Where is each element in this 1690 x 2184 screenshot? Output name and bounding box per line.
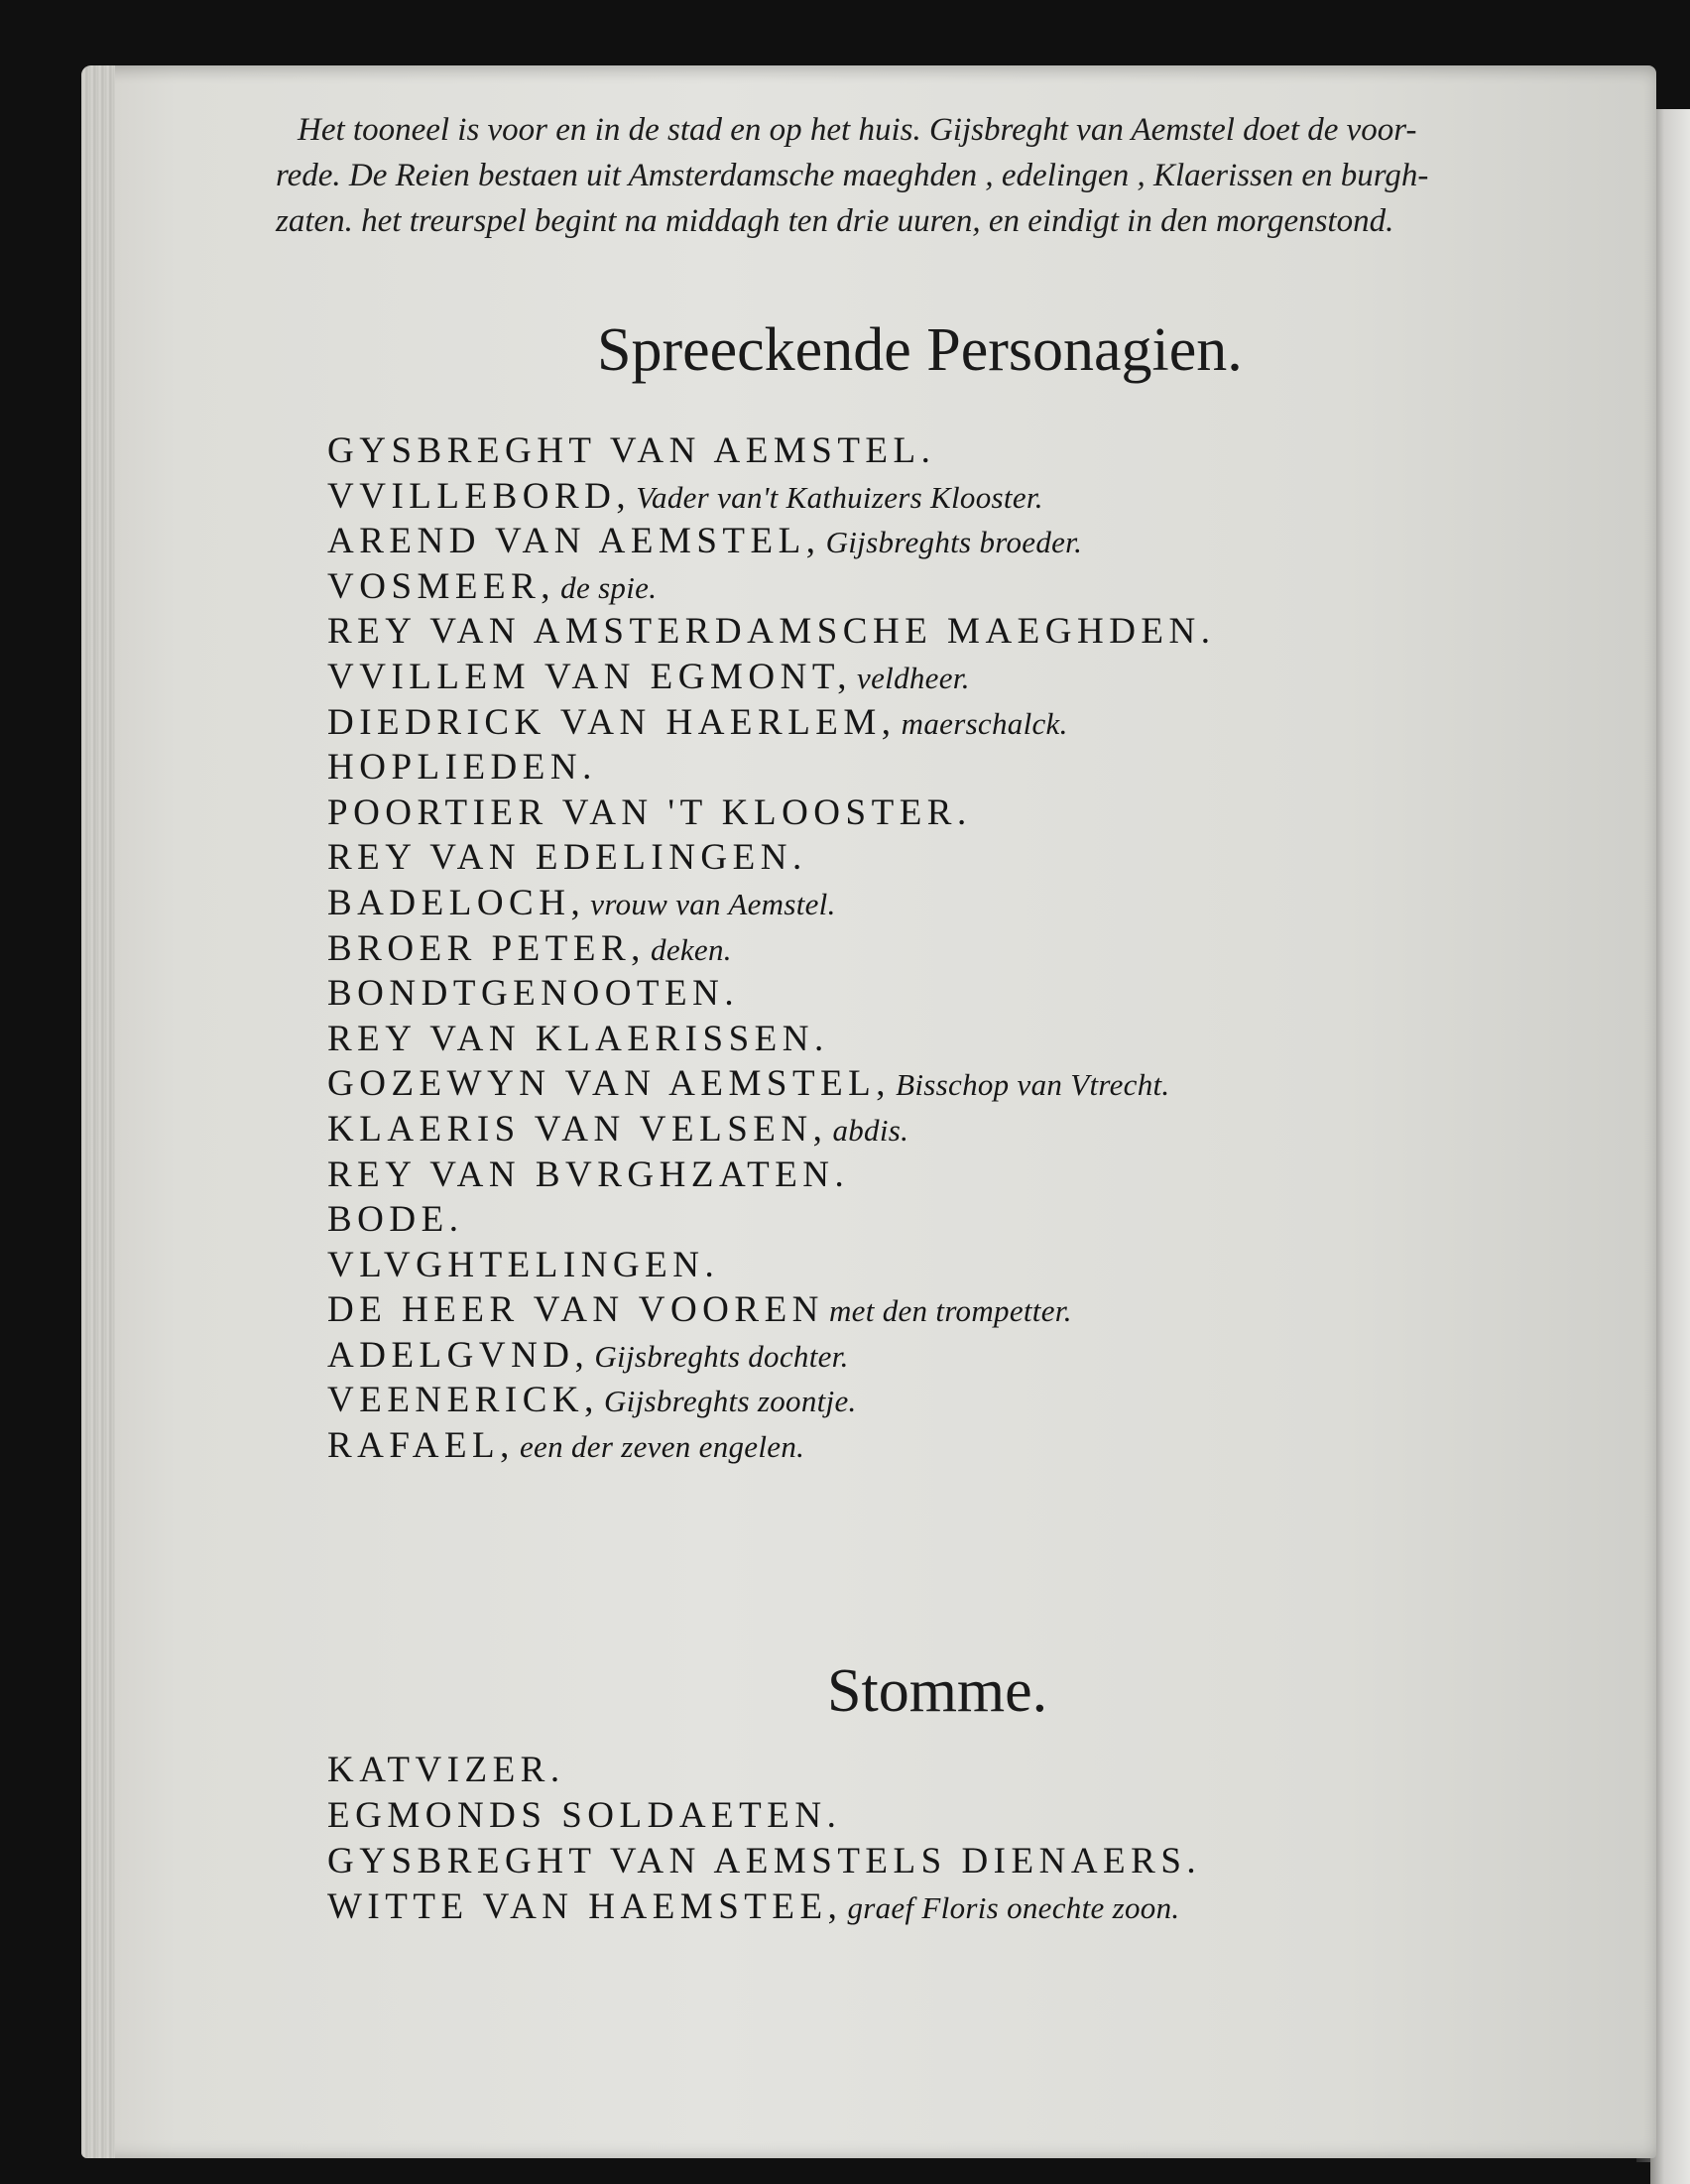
character-description: de spie. <box>560 569 658 605</box>
character-name: GOZEWYN VAN AEMSTEL, <box>327 1063 892 1105</box>
character-name: REY VAN EDELINGEN. <box>327 837 807 879</box>
stage-directions <box>276 107 1607 244</box>
character-name: WITTE VAN HAEMSTEE, <box>327 1886 843 1927</box>
character-entry <box>327 655 1617 700</box>
character-entry <box>327 790 1617 836</box>
character-name: KATVIZER. <box>327 1750 565 1790</box>
character-description: graef Floris onechte zoon. <box>847 1890 1180 1925</box>
character-name: REY VAN AMSTERDAMSCHE MAEGHDEN. <box>327 611 1216 653</box>
character-description: maerschalck. <box>901 705 1068 741</box>
character-entry <box>327 609 1617 655</box>
character-entry <box>327 1378 1617 1423</box>
character-entry <box>327 700 1617 746</box>
character-entry <box>327 1333 1617 1379</box>
character-name: BODE. <box>327 1199 464 1241</box>
character-entry <box>327 1243 1617 1288</box>
speaking-characters-list <box>327 428 1617 1469</box>
character-name: VLVGHTELINGEN. <box>327 1244 720 1285</box>
intro-line: rede. De Reien bestaen uit Amsterdamsche maeghden , edelingen , Klaerissen en burgh- <box>276 158 1429 193</box>
character-description: een der zeven engelen. <box>520 1429 805 1465</box>
character-name: EGMONDS SOLDAETEN. <box>327 1795 842 1836</box>
character-name: KLAERIS VAN VELSEN, <box>327 1108 828 1150</box>
character-name: VVILLEM VAN EGMONT, <box>327 656 852 697</box>
character-description: Gijsbreghts dochter. <box>594 1338 849 1374</box>
intro-line: Het tooneel is voor en in de stad en op het huis. Gijsbreght van Aemstel doet de voor- <box>298 112 1417 148</box>
character-description: vrouw van Aemstel. <box>590 886 836 921</box>
mute-characters-heading: Stomme. <box>827 1657 1048 1725</box>
intro-line: zaten. het treurspel begint na middagh ten drie uuren, en eindigt in den morgenstond. <box>276 203 1394 239</box>
character-description: abdis. <box>832 1112 909 1148</box>
character-name: VEENERICK, <box>327 1380 599 1421</box>
character-entry <box>327 1153 1617 1198</box>
character-description: Gijsbreghts broeder. <box>825 525 1083 560</box>
character-entry <box>327 1793 1617 1839</box>
character-name: BROER PETER, <box>327 927 646 969</box>
character-entry <box>327 1287 1617 1333</box>
character-name: DE HEER VAN VOOREN <box>327 1289 824 1331</box>
character-entry <box>327 1017 1617 1062</box>
character-entry <box>327 564 1617 610</box>
character-entry <box>327 1423 1617 1469</box>
character-entry <box>327 745 1617 790</box>
character-entry <box>327 1107 1617 1153</box>
character-entry <box>327 428 1617 474</box>
character-name: REY VAN BVRGHZATEN. <box>327 1153 850 1195</box>
character-name: BADELOCH, <box>327 882 586 923</box>
character-name: BONDTGENOOTEN. <box>327 973 740 1015</box>
character-description: Bisschop van Vtrecht. <box>896 1067 1170 1103</box>
character-name: GYSBREGHT VAN AEMSTEL. <box>327 430 936 471</box>
character-entry <box>327 474 1617 520</box>
character-entry <box>327 926 1617 972</box>
character-name: DIEDRICK VAN HAERLEM, <box>327 701 897 743</box>
character-entry <box>327 519 1617 564</box>
character-description: deken. <box>651 931 732 967</box>
mute-characters-list <box>327 1748 1617 1930</box>
character-name: VOSMEER, <box>327 565 556 607</box>
character-entry <box>327 1061 1617 1107</box>
character-description: veldheer. <box>857 660 970 695</box>
character-description: Gijsbreghts zoontje. <box>604 1384 857 1419</box>
character-name: REY VAN KLAERISSEN. <box>327 1018 829 1059</box>
character-name: ADELGVND, <box>327 1334 590 1376</box>
character-entry <box>327 971 1617 1017</box>
character-entry <box>327 1197 1617 1243</box>
character-name: RAFAEL, <box>327 1425 515 1467</box>
character-entry <box>327 835 1617 881</box>
character-description: Vader van't Kathuizers Klooster. <box>636 479 1043 515</box>
next-page-edge <box>1650 109 1690 2184</box>
character-name: VVILLEBORD, <box>327 475 632 517</box>
character-entry <box>327 881 1617 926</box>
character-name: GYSBREGHT VAN AEMSTELS DIENAERS. <box>327 1841 1202 1881</box>
character-entry <box>327 1748 1617 1793</box>
speaking-characters-heading: Spreeckende Personagien. <box>597 316 1243 384</box>
character-entry <box>327 1839 1617 1884</box>
character-entry <box>327 1884 1617 1930</box>
character-name: POORTIER VAN 'T KLOOSTER. <box>327 791 972 833</box>
character-name: HOPLIEDEN. <box>327 747 597 789</box>
character-description: met den trompetter. <box>828 1293 1072 1329</box>
character-name: AREND VAN AEMSTEL, <box>327 521 821 562</box>
